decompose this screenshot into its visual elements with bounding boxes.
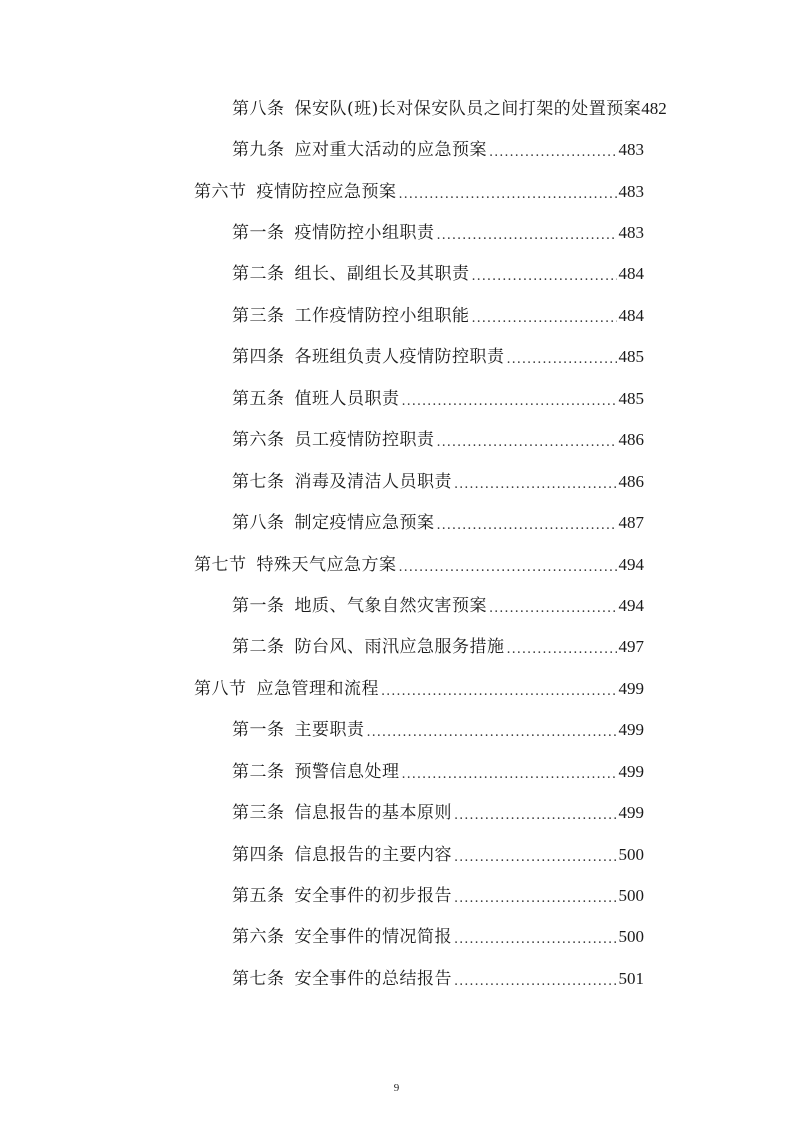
toc-entry-title: 信息报告的基本原则: [294, 803, 452, 824]
toc-entry-title: 地质、气象自然灾害预案: [294, 595, 487, 616]
toc-article-entry[interactable]: [0, 88, 793, 129]
toc-article-entry[interactable]: [0, 627, 644, 668]
toc-entry-label: 第八条: [232, 513, 285, 534]
toc-entry-label: 第九条: [232, 140, 285, 161]
toc-entry-page-number: 486: [618, 430, 644, 450]
toc-entry-page-number: 483: [618, 140, 644, 160]
toc-entry-title: 主要职责: [294, 720, 365, 741]
toc-entry-title: 预警信息处理: [294, 761, 400, 782]
toc-entry-page-number: 494: [618, 595, 644, 615]
toc-entry-page-number: 484: [618, 264, 644, 284]
toc-entry-label: 第七条: [232, 968, 285, 989]
toc-entry-label: 第六条: [232, 430, 285, 451]
toc-article-entry[interactable]: [0, 212, 644, 253]
toc-article-entry[interactable]: [0, 585, 644, 626]
toc-entry-label: 第一条: [232, 720, 285, 741]
toc-article-entry[interactable]: [0, 917, 644, 958]
toc-entry-label: 第八节: [194, 678, 247, 699]
toc-entry-title: 特殊天气应急方案: [256, 554, 397, 575]
toc-entry-title: 安全事件的情况简报: [294, 927, 452, 948]
toc-article-entry[interactable]: [0, 710, 644, 751]
toc-entry-title: 各班组负责人疫情防控职责: [294, 347, 505, 368]
toc-entry-title: 疫情防控应急预案: [256, 181, 397, 202]
toc-entry-page-number: 484: [618, 305, 644, 325]
toc-entry-page-number: 485: [618, 388, 644, 408]
toc-entry-label: 第七节: [194, 554, 247, 575]
toc-entry-page-number: 497: [618, 637, 644, 657]
toc-entry-label: 第二条: [232, 637, 285, 658]
toc-entry-label: 第二条: [232, 264, 285, 285]
toc-entry-title: 保安队(班)长对保安队员之间打架的处置预案: [294, 98, 642, 119]
toc-entry-page-number: 483: [618, 223, 644, 243]
toc-entry-page-number: 485: [618, 347, 644, 367]
toc-article-entry[interactable]: [0, 420, 644, 461]
toc-entry-page-number: 500: [618, 844, 644, 864]
toc-dot-leader: [454, 887, 617, 911]
toc-entry-title: 安全事件的初步报告: [294, 886, 452, 907]
toc-section-entry[interactable]: [0, 171, 644, 212]
toc-article-entry[interactable]: [0, 834, 644, 875]
toc-entry-title: 疫情防控小组职责: [294, 223, 435, 244]
toc-entry-label: 第一条: [232, 595, 285, 616]
toc-article-entry[interactable]: [0, 295, 644, 336]
toc-entry-label: 第一条: [232, 223, 285, 244]
toc-entry-title: 值班人员职责: [294, 388, 400, 409]
toc-section-entry[interactable]: [0, 544, 644, 585]
toc-entry-label: 第五条: [232, 886, 285, 907]
toc-entry-label: 第四条: [232, 347, 285, 368]
toc-dot-leader: [489, 141, 617, 165]
toc-dot-leader: [437, 431, 617, 455]
toc-dot-leader: [472, 265, 617, 289]
toc-dot-leader: [489, 597, 617, 621]
toc-dot-leader: [437, 514, 617, 538]
toc-entry-page-number: 486: [618, 471, 644, 491]
toc-dot-leader: [507, 348, 617, 372]
toc-entry-label: 第三条: [232, 305, 285, 326]
toc-entry-page-number: 482: [641, 98, 667, 118]
toc-article-entry[interactable]: [0, 461, 644, 502]
toc-entry-label: 第五条: [232, 388, 285, 409]
toc-dot-leader: [437, 224, 617, 248]
toc-entry-page-number: 500: [618, 886, 644, 906]
toc-entry-title: 工作疫情防控小组职能: [294, 305, 470, 326]
toc-entry-title: 信息报告的主要内容: [294, 844, 452, 865]
toc-entry-title: 组长、副组长及其职责: [294, 264, 470, 285]
toc-entry-page-number: 499: [618, 761, 644, 781]
toc-entry-title: 应急管理和流程: [256, 678, 379, 699]
toc-entry-page-number: 499: [618, 720, 644, 740]
toc-entry-title: 制定疫情应急预案: [294, 513, 435, 534]
toc-article-entry[interactable]: [0, 254, 644, 295]
toc-entry-label: 第二条: [232, 761, 285, 782]
toc-entry-page-number: 499: [618, 678, 644, 698]
toc-article-entry[interactable]: [0, 958, 644, 999]
toc-article-entry[interactable]: [0, 337, 644, 378]
toc-entry-label: 第三条: [232, 803, 285, 824]
toc-article-entry[interactable]: [0, 378, 644, 419]
toc-article-entry[interactable]: [0, 792, 644, 833]
toc-article-entry[interactable]: [0, 751, 644, 792]
toc-entry-page-number: 487: [618, 513, 644, 533]
toc-dot-leader: [507, 638, 617, 662]
toc-entry-title: 应对重大活动的应急预案: [294, 140, 487, 161]
toc-dot-leader: [367, 721, 617, 745]
toc-entry-title: 防台风、雨汛应急服务措施: [294, 637, 505, 658]
toc-entry-label: 第六条: [232, 927, 285, 948]
page-footer-number: 9: [393, 1082, 400, 1094]
toc-entry-label: 第四条: [232, 844, 285, 865]
toc-dot-leader: [402, 390, 617, 414]
toc-dot-leader: [472, 307, 617, 331]
toc-entry-title: 消毒及清洁人员职责: [294, 471, 452, 492]
toc-entry-label: 第七条: [232, 471, 285, 492]
toc-entry-page-number: 501: [618, 968, 644, 988]
toc-dot-leader: [454, 473, 617, 497]
toc-entry-title: 安全事件的总结报告: [294, 968, 452, 989]
toc-dot-leader: [399, 556, 617, 580]
toc-dot-leader: [454, 804, 617, 828]
toc-entry-page-number: 499: [618, 803, 644, 823]
toc-article-entry[interactable]: [0, 502, 644, 543]
toc-dot-leader: [381, 680, 617, 704]
toc-entry-page-number: 494: [618, 554, 644, 574]
toc-dot-leader: [399, 183, 617, 207]
toc-article-entry[interactable]: [0, 129, 644, 170]
toc-entry-title: 员工疫情防控职责: [294, 430, 435, 451]
toc-dot-leader: [454, 928, 617, 952]
toc-dot-leader: [454, 846, 617, 870]
toc-entry-page-number: 500: [618, 927, 644, 947]
toc-dot-leader: [402, 763, 617, 787]
toc-entry-label: 第八条: [232, 98, 285, 119]
toc-section-entry[interactable]: [0, 668, 644, 709]
toc-entry-label: 第六节: [194, 181, 247, 202]
toc-article-entry[interactable]: [0, 875, 644, 916]
table-of-contents: [0, 88, 793, 1000]
toc-dot-leader: [454, 970, 617, 994]
toc-entry-page-number: 483: [618, 181, 644, 201]
